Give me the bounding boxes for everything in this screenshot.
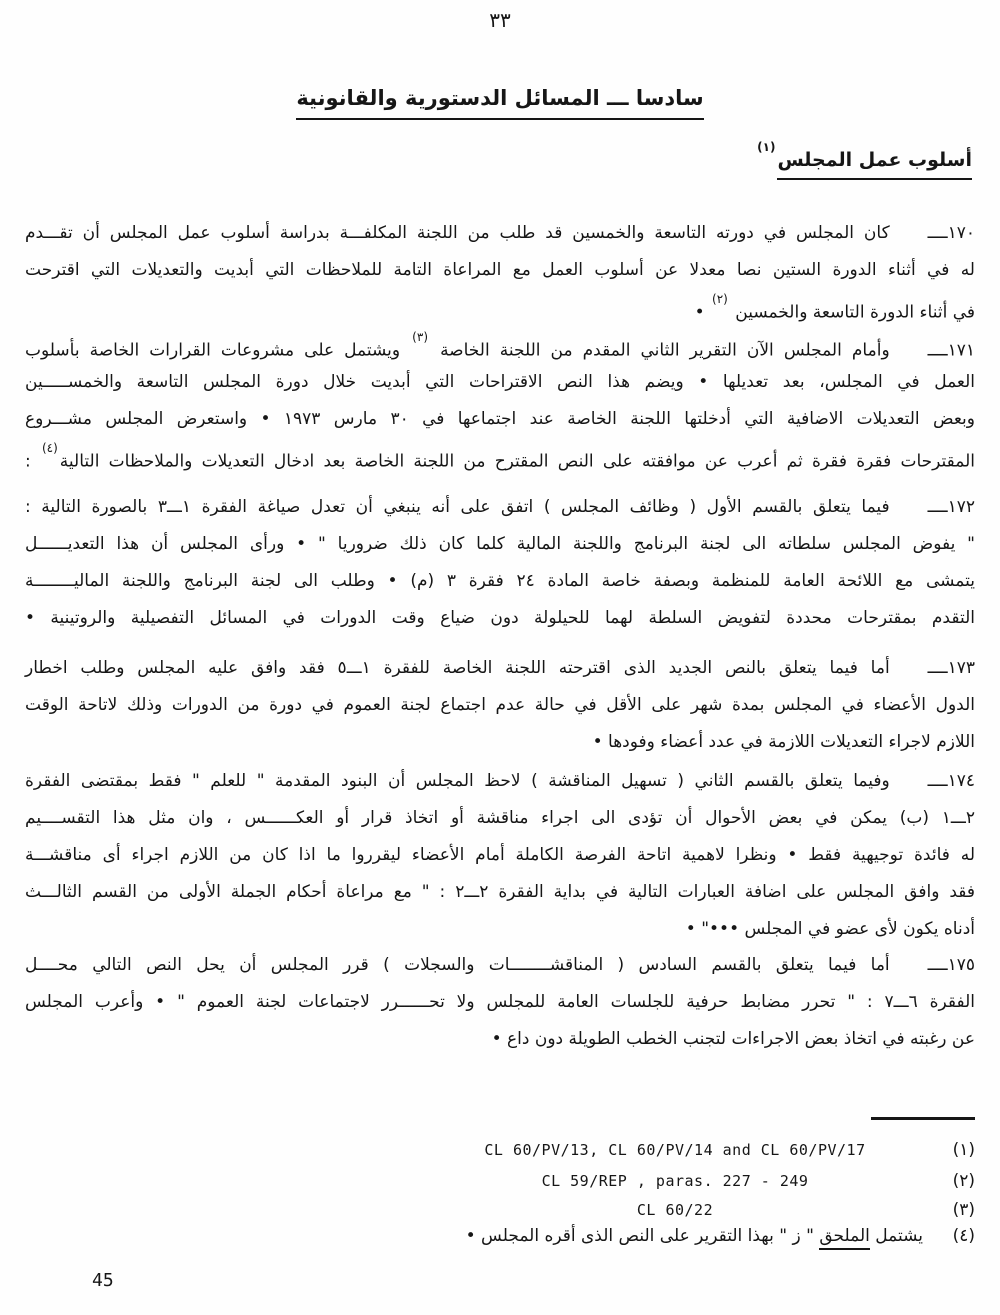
footnote-item-4 — [427, 1226, 975, 1246]
paragraph-line: التقدم بمقترحات محددة لتفويض السلطة لهما للحيلولة دون ضياع وقت الدورات في المسائل التفصيلية والروتينية • — [25, 608, 975, 628]
footnote-text: CL 60/PV/13, CL 60/PV/14 and CL 60/PV/17 — [484, 1141, 866, 1159]
paragraph-line: له فائدة توجيهية فقط • ونظرا لاهمية اتاحة الفرصة الكاملة أمام الأعضاء ليقرروا ما اذا كان من اللازم اجراء أى مناقشـــة — [25, 845, 975, 865]
footnote-text: CL 59/REP , paras. 227 - 249 — [541, 1172, 809, 1190]
paragraph-line: فقد وافق المجلس على اضافة العبارات التالية في بداية الفقرة ٢ـــ٢ : " مع مراعاة أحكام الجملة الأولى من القسم الثالـــث — [25, 882, 975, 902]
paragraph-line: ١٧٣ــــأما فيما يتعلق بالنص الجديد الذى اقترحته اللجنة الخاصة للفقرة ١ـــ٥ فقد وافق عليه المجلس وطلب اخطار — [25, 658, 975, 678]
footnote-item-1 — [427, 1140, 975, 1160]
paragraph-170 — [25, 215, 975, 326]
section-heading-text: سادسا ـــ المسائل الدستورية والقانونية — [296, 86, 703, 120]
paragraph-line: الدول الأعضاء في المجلس بمدة شهر على الأقل في حالة عدم اجتماع لجنة العموم في دورة من الدورات وذلك لاتاحة الوقت — [25, 695, 975, 715]
paragraph-line: ١٧٢ــــفيما يتعلق بالقسم الأول ( وظائف المجلس ) اتفق على أنه ينبغي أن تعدل صياغة الفقرة ١ـــ٣ بالصورة التالية : — [25, 497, 975, 517]
footnote-item-3 — [427, 1200, 975, 1220]
paragraph-line: ٢ـــ١ (ب) يمكن في بعض الأحوال أن تؤدى الى اجراء مناقشة أو اتخاذ قرار أو العكــــــس ، وان مثل هذا التقســــيم — [25, 808, 975, 828]
paragraph-line: ١٧٤ــــوفيما يتعلق بالقسم الثاني ( تسهيل المناقشة ) لاحظ المجلس أن البنود المقدمة " للعلم " فقط بمقتضى الفقرة — [25, 771, 975, 791]
footnote-marker: (٤) — [952, 1226, 975, 1246]
paragraph-line: وبعض التعديلات الاضافية التي أدخلتها اللجنة الخاصة عند اجتماعها في ٣٠ مارس ١٩٧٣ • واستعرض المجلس مشـــروع — [25, 409, 975, 429]
subsection-heading — [755, 140, 972, 172]
page-number-bottom: 45 — [92, 1270, 114, 1291]
footnote-marker: (٢) — [952, 1171, 975, 1191]
paragraph-number: ١٧٠ــــ — [927, 223, 975, 243]
paragraph-172 — [25, 489, 975, 637]
paragraph-173 — [25, 650, 975, 761]
annex-reference: الملحق — [819, 1226, 870, 1250]
footnote-ref-2: (٢) — [712, 292, 728, 306]
paragraph-line: ١٧١ــــوأمام المجلس الآن التقرير الثاني المقدم من اللجنة الخاصة $^{(٣)}$ ويشتمل على مشروعات القرارات الخاصة بأسلوب — [25, 327, 975, 364]
paragraph-line: عن رغبته في اتخاذ بعض الاجراءات لتجنب الخطب الطويلة دون داع • — [491, 1029, 975, 1049]
paragraph-line: يتمشى مع اللائحة العامة للمنظمة وبصفة خاصة المادة ٢٤ فقرة ٣ (م) • وطلب الى لجنة البرنامج واللجنة الماليــــــــة — [25, 571, 975, 591]
paragraph-number: ١٧٤ــــ — [927, 771, 975, 791]
paragraph-line: اللازم لاجراء التعديلات اللازمة في عدد أعضاء وفودها • — [592, 732, 975, 752]
footnote-ref-1: (١) — [757, 140, 776, 154]
section-heading — [0, 86, 1000, 110]
paragraph-number: ١٧٣ــــ — [927, 658, 975, 678]
paragraph-line: له في أثناء الدورة الستين نصا معدلا عن أسلوب العمل مع المراعاة التامة للملاحظات التي أبديت والتعديلات التي اقترحت — [25, 260, 975, 280]
paragraph-line: الفقرة ٦ـــ٧ : " تحرر مضابط حرفية للجلسات العامة للمجلس ولا تحــــــرر لاجتماعات لجنة العموم " • وأعرب المجلس — [25, 992, 975, 1012]
paragraph-175 — [25, 947, 975, 1058]
footnote-text: يشتمل الملحق " ز " بهذا التقرير على النص الذى أقره المجلس • — [427, 1226, 923, 1246]
paragraph-line: " يفوض المجلس سلطاته الى لجنة البرنامج واللجنة المالية كلما كان ذلك ضروريا " • ورأى المجلس أن هذا التعديــــــل — [25, 534, 975, 554]
footnote-text: CL 60/22 — [636, 1201, 714, 1219]
footnote-ref-4: (٤) — [41, 441, 58, 455]
paragraph-line: المقترحات فقرة فقرة ثم أعرب عن موافقته على النص المقترح من اللجنة الخاصة بعد ادخال التعديلات والملاحظات التالية$^{(٤)}$ : — [25, 438, 975, 475]
paragraph-number: ١٧١ــــ — [927, 340, 975, 361]
paragraph-number: ١٧٥ــــ — [927, 955, 975, 975]
paragraph-line: أدناه يكون لأى عضو في المجلس •••" • — [685, 919, 975, 939]
footnote-item-2 — [427, 1171, 975, 1191]
paragraph-line: في أثناء الدورة التاسعة والخمسين $^{(٢)}$ • — [25, 289, 975, 326]
footnote-marker: (١) — [952, 1140, 975, 1160]
paragraph-line: ١٧٠ــــكان المجلس في دورته التاسعة والخمسين قد طلب من اللجنة المكلفـــة بدراسة أسلوب عمل المجلس أن تقـــدم — [25, 223, 975, 243]
paragraph-number: ١٧٢ــــ — [927, 497, 975, 517]
paragraph-line: العمل في المجلس، بعد تعديلها • ويضم هذا النص الاقتراحات التي أبديت خلال دورة المجلس التاسعة والخمســـــين — [25, 372, 975, 392]
paragraph-line: ١٧٥ــــأما فيما يتعلق بالقسم السادس ( المناقشــــــــات والسجلات ) قرر المجلس أن يحل النص التالي محــــل — [25, 955, 975, 975]
footnote-ref-3: (٣) — [412, 330, 428, 344]
subsection-heading-text: أسلوب عمل المجلس — [777, 149, 972, 180]
footnote-separator-rule — [871, 1117, 975, 1120]
page-number-top: ٣٣ — [489, 8, 511, 32]
paragraph-174 — [25, 763, 975, 948]
paragraph-171 — [25, 327, 975, 475]
footnote-marker: (٣) — [952, 1200, 975, 1220]
